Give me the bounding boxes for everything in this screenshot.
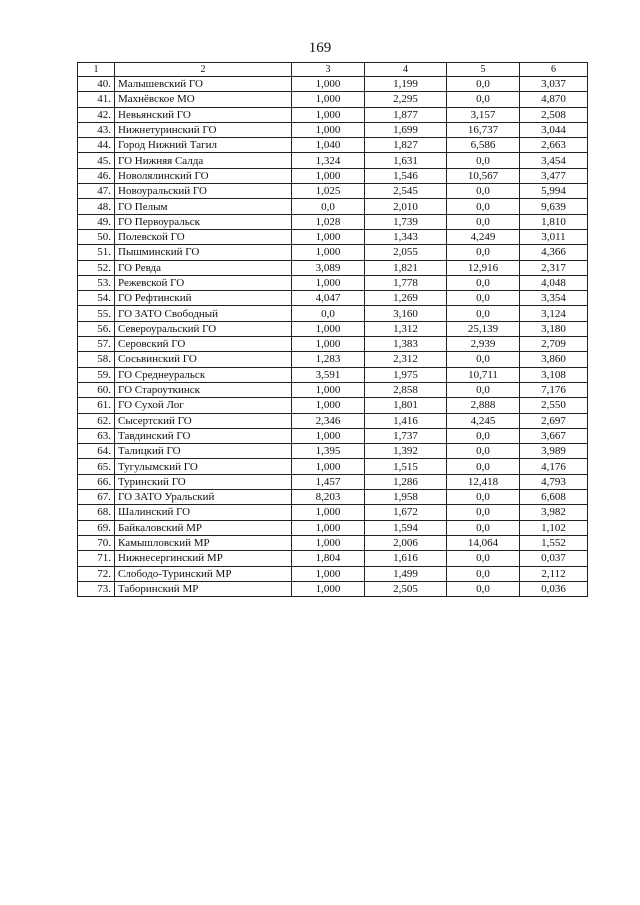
- table-row: [78, 184, 588, 199]
- table-row: [78, 413, 588, 428]
- value-col4-cell: 1,199: [365, 77, 447, 92]
- row-number-cell: 57.: [78, 337, 115, 352]
- value-col3-cell: 1,040: [292, 138, 365, 153]
- value-col4-cell: 1,312: [365, 321, 447, 336]
- name-cell: ГО Пелым: [115, 199, 292, 214]
- name-cell: ГО Рефтинский: [115, 291, 292, 306]
- column-header-5: 5: [447, 63, 520, 77]
- table-row: [78, 428, 588, 443]
- value-col3-cell: 1,000: [292, 505, 365, 520]
- value-col3-cell: 1,000: [292, 107, 365, 122]
- row-number-cell: 65.: [78, 459, 115, 474]
- value-col3-cell: 1,000: [292, 229, 365, 244]
- value-col4-cell: 2,312: [365, 352, 447, 367]
- value-col3-cell: 1,000: [292, 92, 365, 107]
- name-cell: ГО Нижняя Салда: [115, 153, 292, 168]
- value-col5-cell: 10,711: [447, 367, 520, 382]
- row-number-cell: 58.: [78, 352, 115, 367]
- table-row: [78, 367, 588, 382]
- table-row: [78, 566, 588, 581]
- value-col4-cell: 2,858: [365, 382, 447, 397]
- row-number-cell: 41.: [78, 92, 115, 107]
- value-col3-cell: 1,324: [292, 153, 365, 168]
- value-col6-cell: 3,454: [520, 153, 588, 168]
- row-number-cell: 51.: [78, 245, 115, 260]
- row-number-cell: 62.: [78, 413, 115, 428]
- value-col3-cell: 1,000: [292, 122, 365, 137]
- value-col3-cell: 0,0: [292, 306, 365, 321]
- value-col4-cell: 1,672: [365, 505, 447, 520]
- value-col4-cell: 2,505: [365, 581, 447, 596]
- table-row: [78, 245, 588, 260]
- value-col6-cell: 2,663: [520, 138, 588, 153]
- row-number-cell: 67.: [78, 490, 115, 505]
- value-col5-cell: 16,737: [447, 122, 520, 137]
- value-col5-cell: 0,0: [447, 275, 520, 290]
- value-col3-cell: 2,346: [292, 413, 365, 428]
- value-col5-cell: 0,0: [447, 184, 520, 199]
- name-cell: Таборинский МР: [115, 581, 292, 596]
- value-col6-cell: 3,108: [520, 367, 588, 382]
- value-col6-cell: 0,036: [520, 581, 588, 596]
- table-row: [78, 321, 588, 336]
- value-col4-cell: 1,827: [365, 138, 447, 153]
- value-col6-cell: 0,037: [520, 551, 588, 566]
- value-col5-cell: 0,0: [447, 291, 520, 306]
- table-row: [78, 505, 588, 520]
- value-col5-cell: 0,0: [447, 566, 520, 581]
- value-col6-cell: 4,366: [520, 245, 588, 260]
- name-cell: ГО Староуткинск: [115, 382, 292, 397]
- value-col5-cell: 14,064: [447, 535, 520, 550]
- value-col5-cell: 0,0: [447, 581, 520, 596]
- name-cell: Тавдинский ГО: [115, 428, 292, 443]
- value-col4-cell: 1,594: [365, 520, 447, 535]
- value-col5-cell: 0,0: [447, 77, 520, 92]
- value-col5-cell: 2,939: [447, 337, 520, 352]
- value-col6-cell: 1,810: [520, 214, 588, 229]
- table-row: [78, 459, 588, 474]
- value-col5-cell: 12,916: [447, 260, 520, 275]
- row-number-cell: 50.: [78, 229, 115, 244]
- value-col3-cell: 1,028: [292, 214, 365, 229]
- value-col6-cell: 3,667: [520, 428, 588, 443]
- table-row: [78, 275, 588, 290]
- row-number-cell: 48.: [78, 199, 115, 214]
- name-cell: ГО Сухой Лог: [115, 398, 292, 413]
- table-row: [78, 229, 588, 244]
- name-cell: Малышевский ГО: [115, 77, 292, 92]
- value-col6-cell: 5,994: [520, 184, 588, 199]
- name-cell: ГО Ревда: [115, 260, 292, 275]
- value-col5-cell: 0,0: [447, 92, 520, 107]
- value-col6-cell: 4,176: [520, 459, 588, 474]
- value-col6-cell: 2,550: [520, 398, 588, 413]
- value-col6-cell: 3,037: [520, 77, 588, 92]
- row-number-cell: 63.: [78, 428, 115, 443]
- value-col5-cell: 12,418: [447, 474, 520, 489]
- row-number-cell: 73.: [78, 581, 115, 596]
- name-cell: Североуральский ГО: [115, 321, 292, 336]
- name-cell: Нижнетуринский ГО: [115, 122, 292, 137]
- value-col6-cell: 1,552: [520, 535, 588, 550]
- name-cell: Новоуральский ГО: [115, 184, 292, 199]
- value-col3-cell: 1,000: [292, 321, 365, 336]
- table-row: [78, 337, 588, 352]
- row-number-cell: 40.: [78, 77, 115, 92]
- value-col5-cell: 0,0: [447, 153, 520, 168]
- value-col4-cell: 1,383: [365, 337, 447, 352]
- value-col3-cell: 1,000: [292, 581, 365, 596]
- value-col3-cell: 3,089: [292, 260, 365, 275]
- name-cell: Полевской ГО: [115, 229, 292, 244]
- value-col4-cell: 2,006: [365, 535, 447, 550]
- table-row: [78, 306, 588, 321]
- table-row: [78, 490, 588, 505]
- value-col6-cell: 2,317: [520, 260, 588, 275]
- name-cell: Камышловский МР: [115, 535, 292, 550]
- value-col6-cell: 3,477: [520, 168, 588, 183]
- value-col6-cell: 1,102: [520, 520, 588, 535]
- value-col6-cell: 4,870: [520, 92, 588, 107]
- value-col6-cell: 4,048: [520, 275, 588, 290]
- row-number-cell: 46.: [78, 168, 115, 183]
- table-row: [78, 535, 588, 550]
- value-col5-cell: 0,0: [447, 505, 520, 520]
- table-row: [78, 581, 588, 596]
- row-number-cell: 44.: [78, 138, 115, 153]
- value-col5-cell: 0,0: [447, 306, 520, 321]
- value-col4-cell: 1,269: [365, 291, 447, 306]
- value-col5-cell: 0,0: [447, 352, 520, 367]
- value-col3-cell: 1,000: [292, 245, 365, 260]
- value-col3-cell: 4,047: [292, 291, 365, 306]
- table-row: [78, 520, 588, 535]
- table-row: [78, 107, 588, 122]
- table-row: [78, 291, 588, 306]
- name-cell: ГО Первоуральск: [115, 214, 292, 229]
- value-col4-cell: 3,160: [365, 306, 447, 321]
- value-col4-cell: 1,631: [365, 153, 447, 168]
- row-number-cell: 60.: [78, 382, 115, 397]
- name-cell: Сосьвинский ГО: [115, 352, 292, 367]
- name-cell: Серовский ГО: [115, 337, 292, 352]
- table-row: [78, 92, 588, 107]
- row-number-cell: 70.: [78, 535, 115, 550]
- row-number-cell: 59.: [78, 367, 115, 382]
- name-cell: ГО ЗАТО Свободный: [115, 306, 292, 321]
- value-col3-cell: 3,591: [292, 367, 365, 382]
- row-number-cell: 49.: [78, 214, 115, 229]
- value-col5-cell: 2,888: [447, 398, 520, 413]
- name-cell: Пышминский ГО: [115, 245, 292, 260]
- value-col3-cell: 1,000: [292, 77, 365, 92]
- value-col5-cell: 3,157: [447, 107, 520, 122]
- value-col5-cell: 0,0: [447, 520, 520, 535]
- value-col5-cell: 10,567: [447, 168, 520, 183]
- value-col5-cell: 4,249: [447, 229, 520, 244]
- name-cell: Талицкий ГО: [115, 444, 292, 459]
- table-row: [78, 214, 588, 229]
- value-col4-cell: 1,821: [365, 260, 447, 275]
- table-row: [78, 260, 588, 275]
- value-col3-cell: 1,000: [292, 337, 365, 352]
- value-col4-cell: 1,286: [365, 474, 447, 489]
- name-cell: Новолялинский ГО: [115, 168, 292, 183]
- value-col5-cell: 4,245: [447, 413, 520, 428]
- value-col4-cell: 1,737: [365, 428, 447, 443]
- table-row: [78, 168, 588, 183]
- value-col4-cell: 2,055: [365, 245, 447, 260]
- value-col6-cell: 9,639: [520, 199, 588, 214]
- table-row: [78, 398, 588, 413]
- value-col3-cell: 1,000: [292, 520, 365, 535]
- value-col4-cell: 2,545: [365, 184, 447, 199]
- value-col3-cell: 8,203: [292, 490, 365, 505]
- value-col4-cell: 2,010: [365, 199, 447, 214]
- table-row: [78, 352, 588, 367]
- row-number-cell: 42.: [78, 107, 115, 122]
- value-col5-cell: 0,0: [447, 382, 520, 397]
- row-number-cell: 54.: [78, 291, 115, 306]
- row-number-cell: 64.: [78, 444, 115, 459]
- value-col4-cell: 1,515: [365, 459, 447, 474]
- name-cell: Байкаловский МР: [115, 520, 292, 535]
- row-number-cell: 52.: [78, 260, 115, 275]
- name-cell: Нижнесергинский МР: [115, 551, 292, 566]
- table-row: [78, 77, 588, 92]
- row-number-cell: 66.: [78, 474, 115, 489]
- value-col4-cell: 1,778: [365, 275, 447, 290]
- row-number-cell: 71.: [78, 551, 115, 566]
- value-col4-cell: 1,499: [365, 566, 447, 581]
- name-cell: Режевской ГО: [115, 275, 292, 290]
- value-col3-cell: 1,000: [292, 398, 365, 413]
- name-cell: Махнёвское МО: [115, 92, 292, 107]
- name-cell: Город Нижний Тагил: [115, 138, 292, 153]
- value-col3-cell: 1,283: [292, 352, 365, 367]
- row-number-cell: 55.: [78, 306, 115, 321]
- page-number: 169: [308, 40, 332, 56]
- row-number-cell: 47.: [78, 184, 115, 199]
- table-row: [78, 382, 588, 397]
- value-col6-cell: 6,608: [520, 490, 588, 505]
- value-col6-cell: 4,793: [520, 474, 588, 489]
- name-cell: Невьянский ГО: [115, 107, 292, 122]
- value-col5-cell: 6,586: [447, 138, 520, 153]
- value-col4-cell: 1,392: [365, 444, 447, 459]
- value-col6-cell: 3,354: [520, 291, 588, 306]
- row-number-cell: 43.: [78, 122, 115, 137]
- value-col4-cell: 1,546: [365, 168, 447, 183]
- name-cell: ГО Среднеуральск: [115, 367, 292, 382]
- value-col6-cell: 3,011: [520, 229, 588, 244]
- value-col6-cell: 2,709: [520, 337, 588, 352]
- name-cell: Тугулымский ГО: [115, 459, 292, 474]
- value-col3-cell: 1,000: [292, 428, 365, 443]
- row-number-cell: 45.: [78, 153, 115, 168]
- name-cell: Шалинский ГО: [115, 505, 292, 520]
- value-col6-cell: 2,112: [520, 566, 588, 581]
- row-number-cell: 72.: [78, 566, 115, 581]
- value-col6-cell: 3,180: [520, 321, 588, 336]
- value-col3-cell: 1,000: [292, 566, 365, 581]
- row-number-cell: 53.: [78, 275, 115, 290]
- value-col6-cell: 3,989: [520, 444, 588, 459]
- value-col3-cell: 1,804: [292, 551, 365, 566]
- row-number-cell: 56.: [78, 321, 115, 336]
- value-col6-cell: 2,697: [520, 413, 588, 428]
- value-col4-cell: 1,877: [365, 107, 447, 122]
- table-row: [78, 138, 588, 153]
- table-row: [78, 551, 588, 566]
- value-col3-cell: 1,457: [292, 474, 365, 489]
- value-col3-cell: 1,395: [292, 444, 365, 459]
- value-col4-cell: 2,295: [365, 92, 447, 107]
- name-cell: ГО ЗАТО Уральский: [115, 490, 292, 505]
- table-row: [78, 153, 588, 168]
- name-cell: Слободо-Туринский МР: [115, 566, 292, 581]
- column-header-3: 3: [292, 63, 365, 77]
- value-col3-cell: 0,0: [292, 199, 365, 214]
- value-col6-cell: 3,044: [520, 122, 588, 137]
- value-col4-cell: 1,801: [365, 398, 447, 413]
- value-col5-cell: 0,0: [447, 490, 520, 505]
- name-cell: Туринский ГО: [115, 474, 292, 489]
- value-col4-cell: 1,958: [365, 490, 447, 505]
- name-cell: Сысертский ГО: [115, 413, 292, 428]
- row-number-cell: 68.: [78, 505, 115, 520]
- value-col4-cell: 1,343: [365, 229, 447, 244]
- table-row: [78, 474, 588, 489]
- value-col4-cell: 1,416: [365, 413, 447, 428]
- column-header-1: 1: [78, 63, 115, 77]
- value-col3-cell: 1,025: [292, 184, 365, 199]
- value-col3-cell: 1,000: [292, 535, 365, 550]
- value-col6-cell: 3,124: [520, 306, 588, 321]
- value-col6-cell: 3,982: [520, 505, 588, 520]
- value-col5-cell: 0,0: [447, 459, 520, 474]
- row-number-cell: 69.: [78, 520, 115, 535]
- value-col5-cell: 0,0: [447, 551, 520, 566]
- column-header-6: 6: [520, 63, 588, 77]
- column-header-4: 4: [365, 63, 447, 77]
- value-col5-cell: 0,0: [447, 245, 520, 260]
- value-col6-cell: 7,176: [520, 382, 588, 397]
- value-col6-cell: 2,508: [520, 107, 588, 122]
- value-col4-cell: 1,699: [365, 122, 447, 137]
- value-col3-cell: 1,000: [292, 168, 365, 183]
- value-col6-cell: 3,860: [520, 352, 588, 367]
- value-col3-cell: 1,000: [292, 459, 365, 474]
- row-number-cell: 61.: [78, 398, 115, 413]
- table-row: [78, 444, 588, 459]
- header-row: [78, 63, 588, 77]
- table-body: [78, 77, 588, 597]
- table-row: [78, 199, 588, 214]
- value-col5-cell: 0,0: [447, 199, 520, 214]
- value-col4-cell: 1,616: [365, 551, 447, 566]
- value-col5-cell: 25,139: [447, 321, 520, 336]
- value-col3-cell: 1,000: [292, 382, 365, 397]
- table-row: [78, 122, 588, 137]
- value-col5-cell: 0,0: [447, 444, 520, 459]
- value-col5-cell: 0,0: [447, 214, 520, 229]
- value-col4-cell: 1,975: [365, 367, 447, 382]
- column-header-2: 2: [115, 63, 292, 77]
- value-col5-cell: 0,0: [447, 428, 520, 443]
- value-col4-cell: 1,739: [365, 214, 447, 229]
- value-col3-cell: 1,000: [292, 275, 365, 290]
- data-table: [77, 62, 588, 597]
